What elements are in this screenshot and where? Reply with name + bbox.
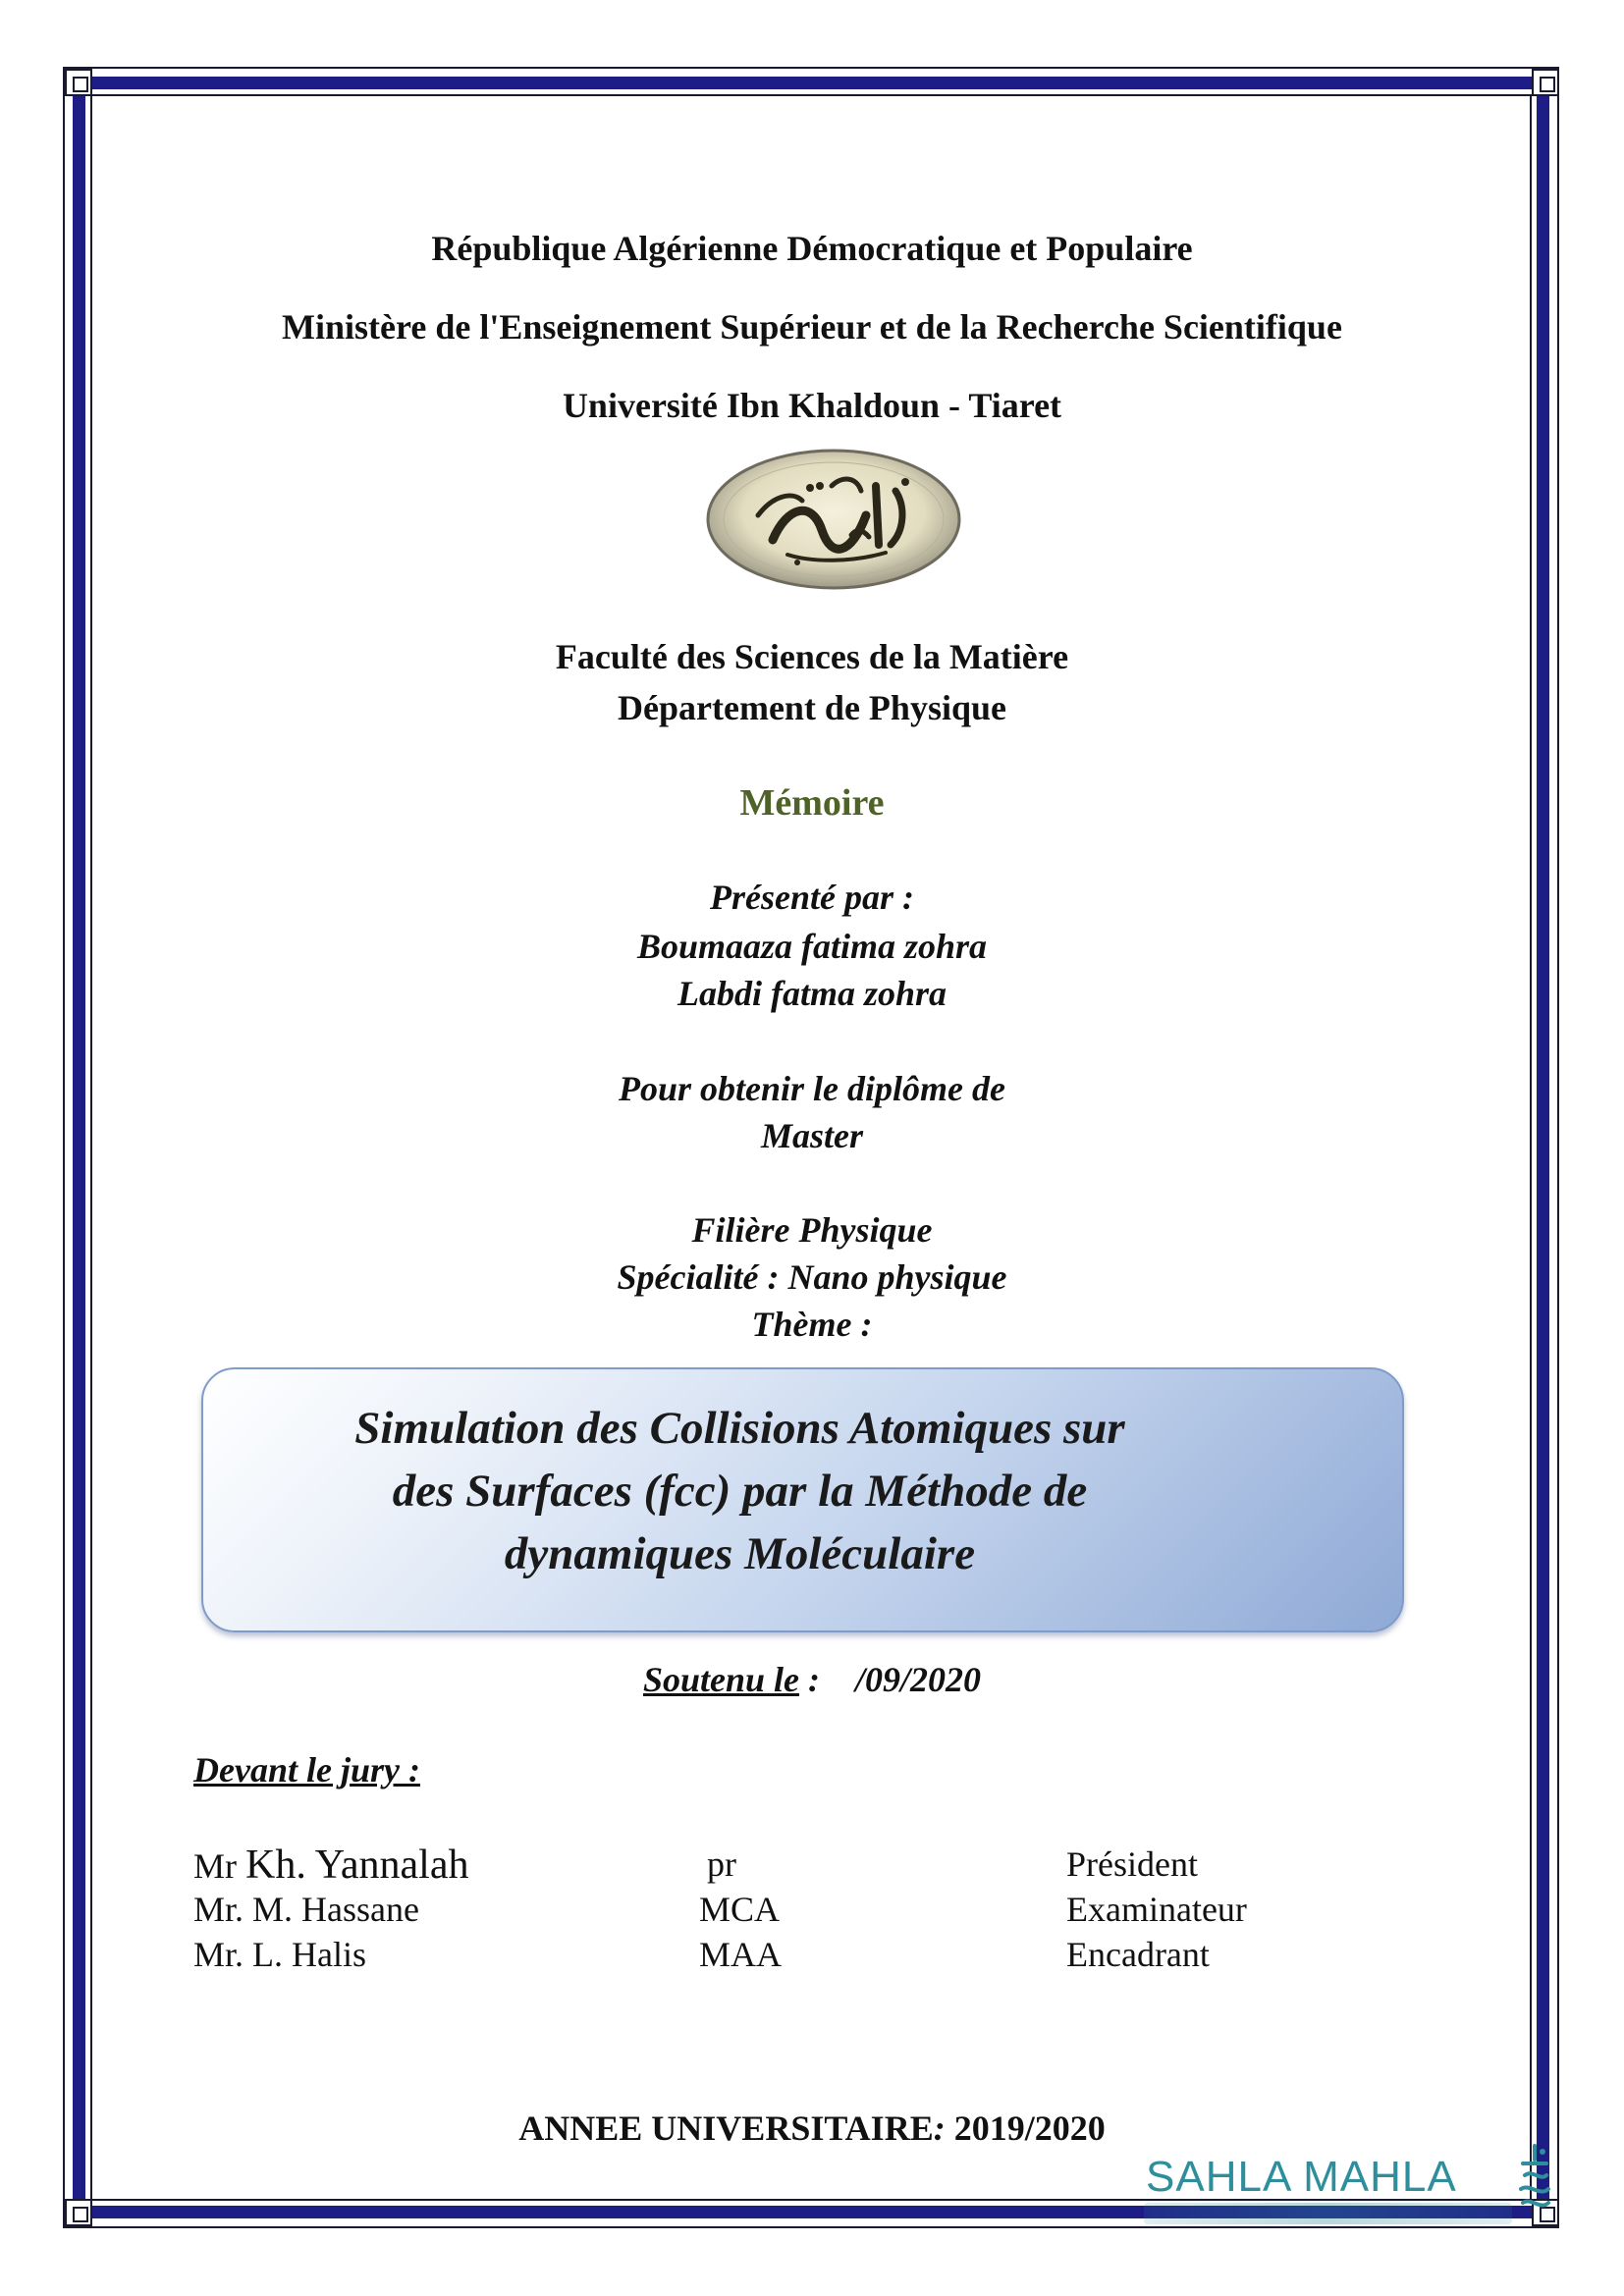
jury-member-name	[193, 1889, 419, 1930]
department-name: Département de Physique	[618, 688, 1006, 727]
jury-member-role: Examinateur	[1066, 1890, 1247, 1929]
jury-member-title: Mr	[193, 1846, 237, 1886]
author-name: Boumaaza fatima zohra	[636, 927, 988, 966]
diploma-level: Master	[760, 1116, 863, 1155]
defense-date	[128, 1659, 1496, 1700]
jury-heading: Devant le jury :	[193, 1750, 420, 1789]
specialite: Spécialité : Nano physique	[617, 1257, 1007, 1297]
jury-member-name	[193, 1842, 469, 1889]
frame-corner	[1532, 69, 1559, 96]
jury-member-role: Encadrant	[1066, 1935, 1210, 1974]
thesis-title-line: des Surfaces (fcc) par la Méthode de	[392, 1466, 1088, 1517]
watermark-logo-icon	[1515, 2140, 1554, 2218]
academic-year-separator: :	[933, 2109, 954, 2148]
jury-member-grade: MAA	[699, 1935, 783, 1974]
author-name: Labdi fatma zohra	[677, 974, 947, 1013]
filiere: Filière Physique	[691, 1210, 933, 1250]
document-type: Mémoire	[739, 782, 885, 824]
jury-member-grade: pr	[707, 1844, 736, 1884]
thesis-title-line: Simulation des Collisions Atomiques sur	[354, 1403, 1125, 1454]
presented-by-label: Présenté par :	[710, 878, 914, 917]
theme-label: Thème :	[751, 1305, 873, 1344]
jury-member-name	[193, 1934, 366, 1975]
diploma-line: Pour obtenir le diplôme de	[619, 1069, 1005, 1108]
defense-date-value: /09/2020	[855, 1660, 982, 1699]
defense-label: Soutenu le	[642, 1660, 800, 1699]
jury-member-title: Mr.	[193, 1890, 244, 1929]
university-name: Université Ibn Khaldoun - Tiaret	[562, 386, 1062, 425]
jury-member-fullname: L. Halis	[252, 1935, 366, 1974]
thesis-title-box	[201, 1367, 1404, 1632]
thesis-title-line: dynamiques Moléculaire	[504, 1528, 976, 1579]
jury-member-fullname: Kh. Yannalah	[245, 1842, 469, 1888]
frame-corner	[65, 2199, 92, 2226]
defense-colon: :	[799, 1660, 821, 1699]
jury-member-fullname: M. Hassane	[252, 1890, 419, 1929]
academic-year-value: 2019/2020	[953, 2109, 1106, 2148]
country-name: République Algérienne Démocratique et Populaire	[431, 229, 1193, 268]
jury-member-role: Président	[1066, 1844, 1198, 1884]
ministry-name: Ministère de l'Enseignement Supérieur et de la Recherche Scientifique	[282, 307, 1342, 347]
university-logo	[704, 447, 963, 592]
faculty-name: Faculté des Sciences de la Matière	[555, 637, 1069, 676]
frame-corner	[65, 69, 92, 96]
academic-year	[128, 2108, 1496, 2149]
watermark-text: SAHLA MAHLA	[1146, 2153, 1457, 2201]
academic-year-label: ANNEE UNIVERSITAIRE	[518, 2109, 934, 2148]
jury-member-grade: MCA	[699, 1890, 781, 1929]
watermark-tagline	[1144, 2203, 1512, 2224]
jury-member-title: Mr.	[193, 1935, 244, 1974]
